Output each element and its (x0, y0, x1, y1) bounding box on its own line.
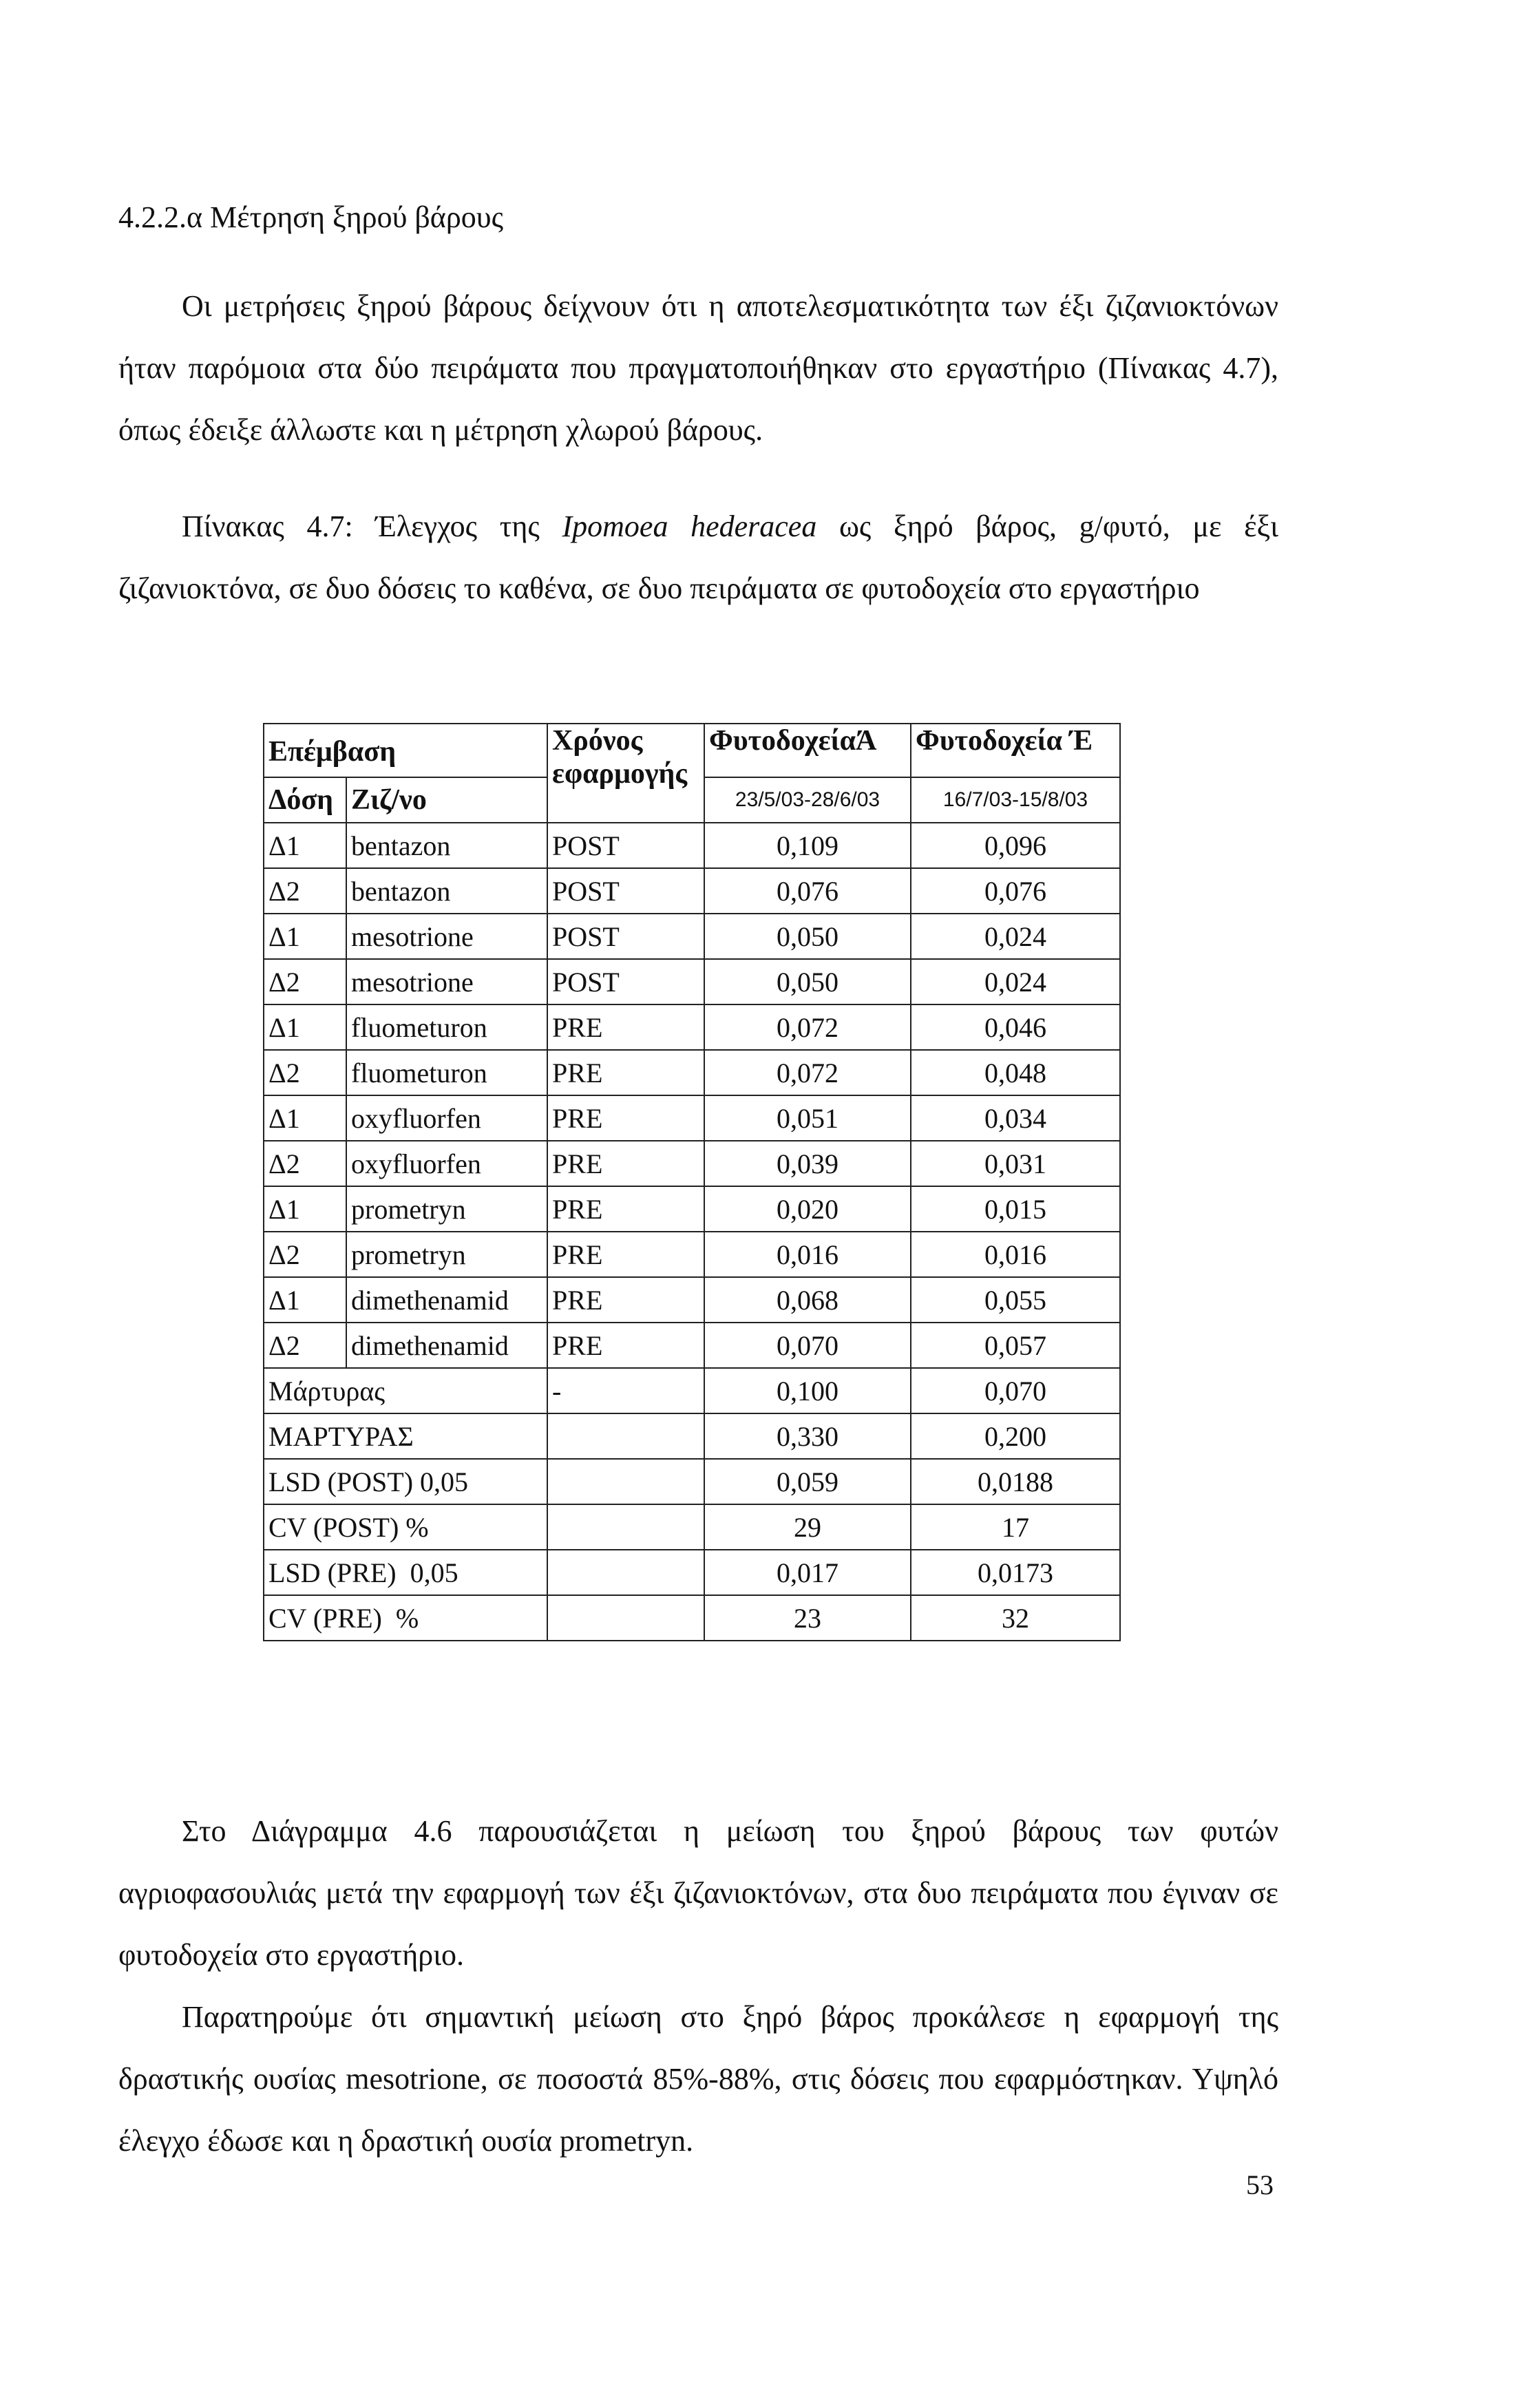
section-heading: 4.2.2.α Μέτρηση ξηρού βάρους (118, 200, 504, 234)
summary-pot-b: 17 (911, 1504, 1120, 1550)
dose-cell: Δ1 (264, 1277, 346, 1323)
summary-time: - (547, 1368, 704, 1413)
pot-a-value: 0,039 (704, 1141, 911, 1186)
pot-b-value: 0,076 (911, 868, 1120, 914)
header-dose: Δόση (264, 777, 346, 823)
header-pot-a: ΦυτοδοχείαΆ (704, 724, 911, 777)
time-cell: POST (547, 823, 704, 868)
time-cell: PRE (547, 1004, 704, 1050)
header-herbicide: Ζιζ/νο (346, 777, 547, 823)
table-caption (118, 496, 1278, 620)
summary-pot-a: 0,330 (704, 1413, 911, 1459)
paragraph-observation: Παρατηρούμε ότι σημαντική μείωση στο ξηρό βάρος προκάλεσε η εφαρμογή της δραστικής ουσίας mesotrione, σε ποσοστά 85%-88%, στις δόσεις που εφαρμόστηκαν. Υψηλό έλεγχο έδωσε και η δραστική ουσία prometryn. (118, 2000, 1278, 2158)
summary-label: Μάρτυρας (264, 1368, 547, 1413)
time-cell: POST (547, 914, 704, 959)
summary-row (264, 1550, 1120, 1595)
summary-pot-b: 0,070 (911, 1368, 1120, 1413)
pot-a-value: 0,050 (704, 914, 911, 959)
herbicide-cell: oxyfluorfen (346, 1095, 547, 1141)
pot-a-value: 0,072 (704, 1050, 911, 1095)
summary-label: CV (PRE) % (264, 1595, 547, 1641)
caption-suffix: ως ξηρό βάρος, g/φυτό, με έξι ζιζανιοκτόνα, σε δυο δόσεις το καθένα, σε δυο πειράματα σε φυτοδοχεία στο εργαστήριο (118, 509, 1279, 605)
header-treatment: Επέμβαση (264, 724, 547, 777)
herbicide-cell: fluometuron (346, 1004, 547, 1050)
time-cell: PRE (547, 1232, 704, 1277)
header-application-time: Χρόνος εφαρμογής (547, 724, 704, 823)
pot-b-value: 0,024 (911, 914, 1120, 959)
pot-a-value: 0,076 (704, 868, 911, 914)
pot-b-value: 0,096 (911, 823, 1120, 868)
herbicide-cell: bentazon (346, 868, 547, 914)
page-number: 53 (1246, 2169, 1274, 2200)
time-cell: PRE (547, 1323, 704, 1368)
table-row (264, 1004, 1120, 1050)
dose-cell: Δ2 (264, 1050, 346, 1095)
summary-pot-b: 0,0188 (911, 1459, 1120, 1504)
summary-time (547, 1413, 704, 1459)
pot-b-value: 0,016 (911, 1232, 1120, 1277)
table-row (264, 914, 1120, 959)
dose-cell: Δ1 (264, 1095, 346, 1141)
dose-cell: Δ2 (264, 868, 346, 914)
table-row (264, 1277, 1120, 1323)
pot-b-value: 0,057 (911, 1323, 1120, 1368)
summary-label: CV (POST) % (264, 1504, 547, 1550)
summary-row (264, 1504, 1120, 1550)
pot-b-value: 0,031 (911, 1141, 1120, 1186)
dose-cell: Δ1 (264, 1004, 346, 1050)
time-cell: PRE (547, 1141, 704, 1186)
herbicide-cell: bentazon (346, 823, 547, 868)
time-cell: PRE (547, 1095, 704, 1141)
summary-pot-a: 0,059 (704, 1459, 911, 1504)
table-header-row (264, 724, 1120, 777)
table-row (264, 1095, 1120, 1141)
pot-b-value: 0,024 (911, 959, 1120, 1004)
summary-label: LSD (POST) 0,05 (264, 1459, 547, 1504)
summary-pot-a: 23 (704, 1595, 911, 1641)
herbicide-cell: fluometuron (346, 1050, 547, 1095)
pot-b-value: 0,055 (911, 1277, 1120, 1323)
time-cell: PRE (547, 1277, 704, 1323)
time-cell: PRE (547, 1050, 704, 1095)
herbicide-cell: prometryn (346, 1232, 547, 1277)
table-row (264, 1232, 1120, 1277)
caption-species: Ipomoea hederacea (562, 509, 817, 543)
header-date-b: 16/7/03-15/8/03 (911, 777, 1120, 823)
dose-cell: Δ2 (264, 1141, 346, 1186)
table-row (264, 959, 1120, 1004)
pot-b-value: 0,034 (911, 1095, 1120, 1141)
dose-cell: Δ2 (264, 1323, 346, 1368)
summary-pot-b: 0,0173 (911, 1550, 1120, 1595)
summary-row (264, 1413, 1120, 1459)
time-cell: POST (547, 868, 704, 914)
summary-row (264, 1595, 1120, 1641)
summary-label: LSD (PRE) 0,05 (264, 1550, 547, 1595)
herbicide-cell: dimethenamid (346, 1277, 547, 1323)
summary-pot-a: 29 (704, 1504, 911, 1550)
herbicide-cell: dimethenamid (346, 1323, 547, 1368)
time-cell: POST (547, 959, 704, 1004)
pot-b-value: 0,046 (911, 1004, 1120, 1050)
dose-cell: Δ1 (264, 914, 346, 959)
summary-pot-b: 0,200 (911, 1413, 1120, 1459)
summary-row (264, 1459, 1120, 1504)
summary-row (264, 1368, 1120, 1413)
dose-cell: Δ2 (264, 959, 346, 1004)
table-row (264, 1323, 1120, 1368)
table-row (264, 1141, 1120, 1186)
summary-time (547, 1504, 704, 1550)
summary-label: ΜΑΡΤΥΡΑΣ (264, 1413, 547, 1459)
table-row (264, 823, 1120, 868)
dose-cell: Δ1 (264, 1186, 346, 1232)
summary-time (547, 1550, 704, 1595)
time-cell: PRE (547, 1186, 704, 1232)
dry-weight-table (263, 723, 1121, 1641)
header-date-a: 23/5/03-28/6/03 (704, 777, 911, 823)
pot-a-value: 0,050 (704, 959, 911, 1004)
summary-time (547, 1595, 704, 1641)
herbicide-cell: mesotrione (346, 914, 547, 959)
table-row (264, 868, 1120, 914)
pot-b-value: 0,015 (911, 1186, 1120, 1232)
summary-pot-a: 0,100 (704, 1368, 911, 1413)
intro-paragraph: Οι μετρήσεις ξηρού βάρους δείχνουν ότι η αποτελεσματικότητα των έξι ζιζανιοκτόνων ήταν παρόμοια στα δύο πειράματα που πραγματοποιήθηκαν στο εργαστήριο (Πίνακας 4.7), όπως έδειξε άλλωστε και η μέτρηση χλωρού βάρους. (118, 289, 1278, 447)
pot-a-value: 0,068 (704, 1277, 911, 1323)
pot-a-value: 0,016 (704, 1232, 911, 1277)
pot-b-value: 0,048 (911, 1050, 1120, 1095)
herbicide-cell: prometryn (346, 1186, 547, 1232)
paragraph-diagram: Στο Διάγραμμα 4.6 παρουσιάζεται η μείωση του ξηρού βάρους των φυτών αγριοφασουλιάς μετά την εφαρμογή των έξι ζιζανιοκτόνων, στα δυο πειράματα που έγιναν σε φυτοδοχεία στο εργαστήριο. (118, 1814, 1278, 1972)
pot-a-value: 0,070 (704, 1323, 911, 1368)
pot-a-value: 0,072 (704, 1004, 911, 1050)
pot-a-value: 0,109 (704, 823, 911, 868)
summary-time (547, 1459, 704, 1504)
caption-prefix: Πίνακας 4.7: Έλεγχος της (182, 509, 562, 543)
dose-cell: Δ2 (264, 1232, 346, 1277)
header-pot-b: Φυτοδοχεία Έ (911, 724, 1120, 777)
table-row (264, 1186, 1120, 1232)
pot-a-value: 0,020 (704, 1186, 911, 1232)
table-row (264, 1050, 1120, 1095)
pot-a-value: 0,051 (704, 1095, 911, 1141)
herbicide-cell: mesotrione (346, 959, 547, 1004)
dose-cell: Δ1 (264, 823, 346, 868)
herbicide-cell: oxyfluorfen (346, 1141, 547, 1186)
summary-pot-a: 0,017 (704, 1550, 911, 1595)
summary-pot-b: 32 (911, 1595, 1120, 1641)
